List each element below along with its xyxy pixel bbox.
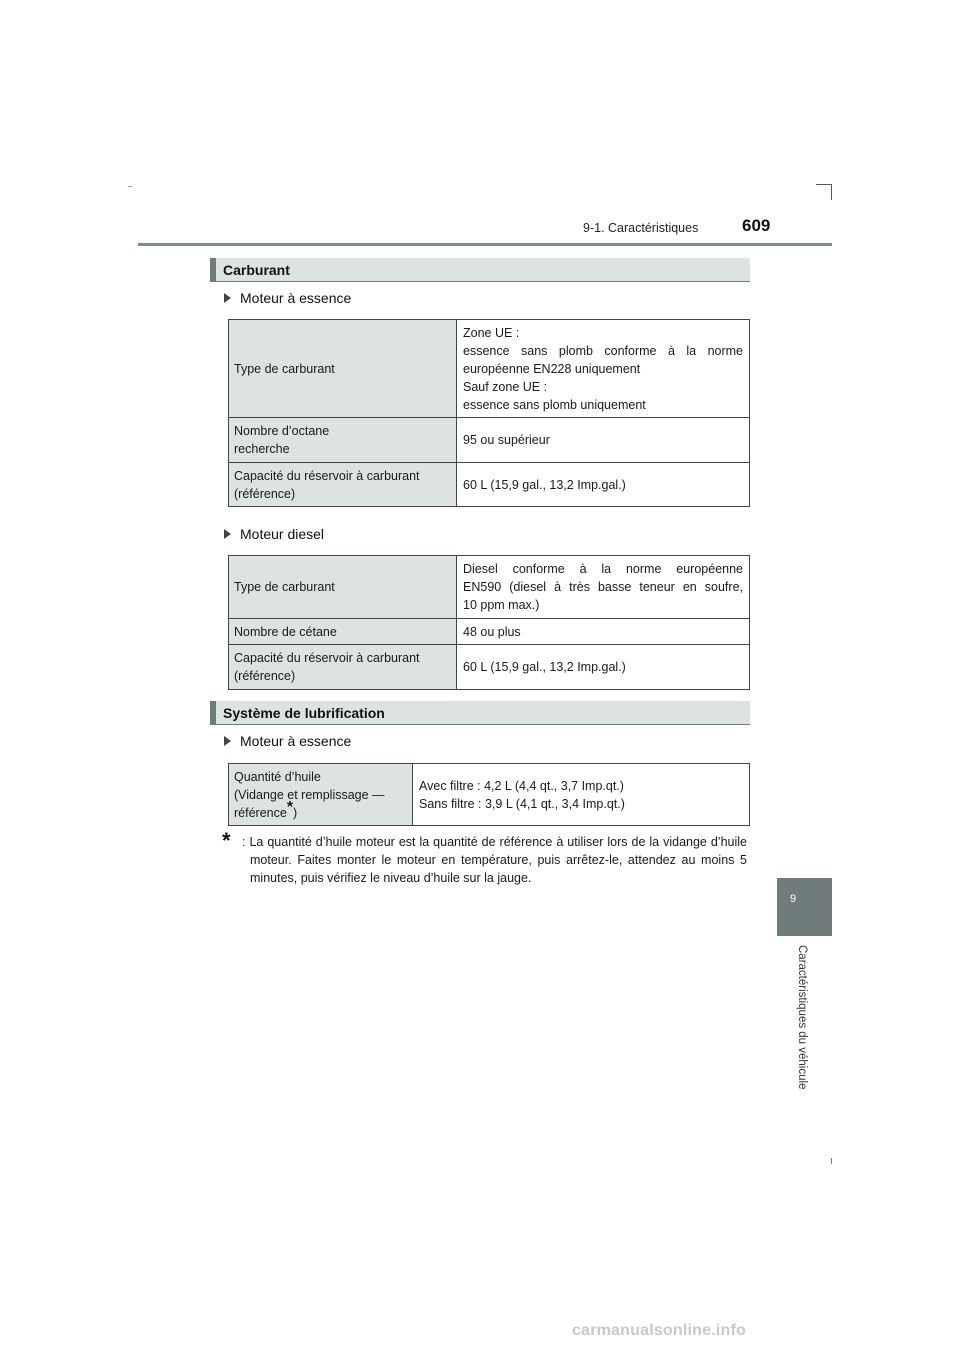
subheading-petrol [224, 290, 351, 306]
section-heading-lubrication [210, 701, 750, 725]
table-key: Capacité du réservoir à carburant (référence) [229, 463, 457, 507]
crop-mark-top-left [128, 186, 132, 187]
header-rule [138, 243, 832, 246]
section-heading-text: Carburant [223, 262, 290, 278]
table-row [229, 619, 750, 645]
table-row [229, 463, 750, 507]
table-row [229, 645, 750, 690]
table-row [229, 418, 750, 463]
triangle-bullet-icon [224, 293, 231, 303]
table-key: Type de carburant [229, 320, 457, 418]
oil-capacity-table [228, 763, 750, 826]
table-value: Diesel conforme à la norme européenne EN590 (diesel à très basse teneur en soufre, 10 ppm max.) [457, 556, 750, 619]
section-heading-text: Système de lubrification [223, 705, 385, 721]
table-value: 60 L (15,9 gal., 13,2 Imp.gal.) [457, 463, 750, 507]
subheading-text: Moteur à essence [240, 290, 352, 306]
watermark: carmanualsonline.info [572, 1322, 747, 1339]
triangle-bullet-icon [224, 529, 231, 539]
crop-mark-top-right-h [816, 184, 832, 185]
subheading-diesel [224, 526, 324, 542]
heading-bar [210, 701, 216, 725]
chapter-title-vertical: Caractéristiques du véhicule [796, 945, 808, 1090]
section-reference: 9-1. Caractéristiques [583, 221, 699, 235]
table-value: 60 L (15,9 gal., 13,2 Imp.gal.) [457, 645, 750, 690]
crop-mark-bottom-right [831, 1158, 832, 1164]
table-key: Type de carburant [229, 556, 457, 619]
subheading-text: Moteur à essence [240, 733, 352, 749]
table-value: Zone UE : essence sans plomb conforme à la norme européenne EN228 uniquement Sauf zone UE : essence sans plomb uniquement [457, 320, 750, 418]
petrol-fuel-table [228, 319, 750, 507]
table-row [229, 320, 750, 418]
section-heading-fuel [210, 258, 750, 282]
footnote-marker: * [286, 798, 294, 816]
table-row [229, 556, 750, 619]
table-value: Avec filtre : 4,2 L (4,4 qt., 3,7 Imp.qt.) Sans filtre : 3,9 L (4,1 qt., 3,4 Imp.qt.) [413, 764, 750, 826]
subheading-text: Moteur diesel [240, 526, 325, 542]
table-row [229, 764, 750, 826]
page-number: 609 [742, 216, 771, 235]
diesel-fuel-table [228, 555, 750, 690]
chapter-tab [777, 878, 832, 936]
heading-bar [210, 258, 216, 282]
table-key: Nombre d’octane recherche [229, 418, 457, 463]
table-value: 48 ou plus [457, 619, 750, 645]
table-key: Nombre de cétane [229, 619, 457, 645]
table-key: Quantité d’huile (Vidange et remplissage — référence*) [229, 764, 413, 826]
chapter-tab-number: 9 [789, 893, 797, 905]
table-value: 95 ou supérieur [457, 418, 750, 463]
crop-mark-top-right-v [831, 184, 832, 200]
table-key: Capacité du réservoir à carburant (référence) [229, 645, 457, 690]
footnote-text: : La quantité d’huile moteur est la quantité de référence à utiliser lors de la vidange d’huile moteur. Faites monter le moteur en température, puis arrêtez-le, attendez au moins 5 minutes, puis vérifiez le niveau d’huile sur la jauge. [242, 835, 747, 885]
footnote-marker: * [222, 828, 231, 853]
subheading-lubrication-petrol [224, 733, 351, 749]
triangle-bullet-icon [224, 736, 231, 746]
